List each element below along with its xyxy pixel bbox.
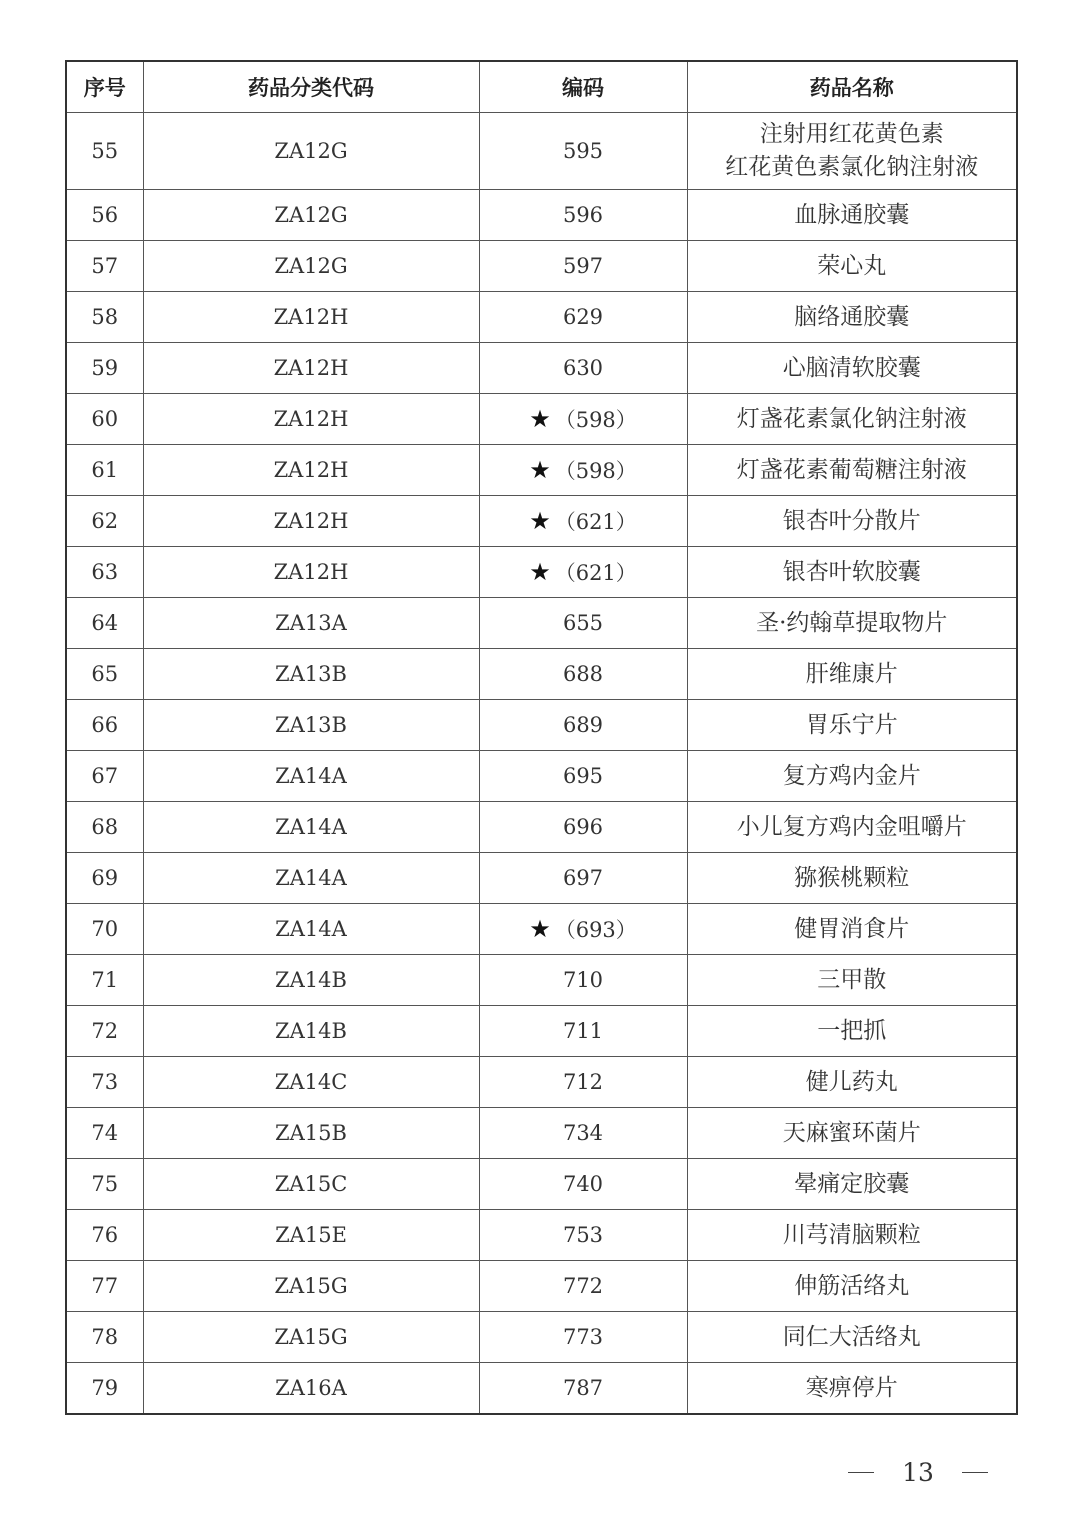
- table-row: [66, 343, 1017, 394]
- cell-drug-name: [687, 190, 1017, 241]
- cell-code: [479, 1057, 687, 1108]
- drug-name-line: 胃乐宁片: [805, 711, 898, 738]
- star-icon: ★: [529, 456, 551, 484]
- cell-category-code: ZA13A: [143, 598, 479, 649]
- cell-code: [479, 904, 687, 955]
- cell-drug-name: [687, 802, 1017, 853]
- cell-index: 77: [66, 1261, 143, 1312]
- drug-name-line: 脑络通胶囊: [794, 303, 910, 330]
- code-value: （621）: [554, 561, 637, 585]
- cell-code: [479, 190, 687, 241]
- drug-name-line: 健儿药丸: [805, 1068, 898, 1095]
- drug-name-line: 猕猴桃颗粒: [794, 864, 910, 891]
- cell-drug-name: [687, 1261, 1017, 1312]
- footer-right-dash: [962, 1472, 988, 1473]
- table-row: [66, 1363, 1017, 1415]
- drug-name-line: 灯盏花素葡萄糖注射液: [736, 456, 967, 483]
- cell-index: 55: [66, 113, 143, 190]
- cell-drug-name: [687, 496, 1017, 547]
- cell-index: 68: [66, 802, 143, 853]
- cell-code: [479, 1108, 687, 1159]
- table-header-row: [66, 61, 1017, 113]
- table-row: [66, 190, 1017, 241]
- cell-drug-name: [687, 113, 1017, 190]
- cell-code: [479, 1159, 687, 1210]
- cell-drug-name: [687, 1312, 1017, 1363]
- code-value: 596: [562, 203, 604, 227]
- header-drug-name: 药品名称: [687, 61, 1017, 113]
- drug-list-table: [65, 60, 1018, 1415]
- table-row: [66, 751, 1017, 802]
- code-value: 655: [562, 611, 604, 635]
- cell-category-code: ZA15G: [143, 1261, 479, 1312]
- drug-name-line: 灯盏花素氯化钠注射液: [736, 405, 967, 432]
- cell-drug-name: [687, 241, 1017, 292]
- cell-category-code: ZA15E: [143, 1210, 479, 1261]
- cell-code: [479, 598, 687, 649]
- drug-name-line: 心脑清软胶囊: [782, 354, 921, 381]
- code-value: 595: [562, 139, 604, 163]
- cell-drug-name: [687, 700, 1017, 751]
- cell-category-code: ZA15G: [143, 1312, 479, 1363]
- cell-category-code: ZA12G: [143, 113, 479, 190]
- star-icon: ★: [529, 507, 551, 535]
- table-row: [66, 955, 1017, 1006]
- cell-index: 56: [66, 190, 143, 241]
- table-row: [66, 496, 1017, 547]
- cell-drug-name: [687, 394, 1017, 445]
- table-row: [66, 853, 1017, 904]
- cell-code: [479, 955, 687, 1006]
- cell-category-code: ZA12H: [143, 445, 479, 496]
- cell-drug-name: [687, 1006, 1017, 1057]
- code-value: 597: [562, 254, 604, 278]
- cell-category-code: ZA15B: [143, 1108, 479, 1159]
- cell-category-code: ZA12H: [143, 394, 479, 445]
- cell-category-code: ZA14A: [143, 751, 479, 802]
- table-row: [66, 700, 1017, 751]
- code-value: 772: [562, 1274, 604, 1298]
- cell-code: [479, 751, 687, 802]
- cell-code: [479, 292, 687, 343]
- cell-index: 74: [66, 1108, 143, 1159]
- drug-name-line: 寒痹停片: [805, 1374, 898, 1401]
- code-value: 773: [562, 1325, 604, 1349]
- cell-drug-name: [687, 751, 1017, 802]
- table-row: [66, 1108, 1017, 1159]
- drug-name-line: 荣心丸: [817, 252, 887, 279]
- cell-index: 79: [66, 1363, 143, 1415]
- cell-index: 78: [66, 1312, 143, 1363]
- table-row: [66, 445, 1017, 496]
- cell-category-code: ZA14C: [143, 1057, 479, 1108]
- code-value: 712: [562, 1070, 604, 1094]
- cell-index: 62: [66, 496, 143, 547]
- code-value: 710: [562, 968, 604, 992]
- cell-drug-name: [687, 343, 1017, 394]
- header-category-code: 药品分类代码: [143, 61, 479, 113]
- cell-index: 60: [66, 394, 143, 445]
- cell-code: [479, 802, 687, 853]
- drug-name-line: 红花黄色素氯化钠注射液: [725, 154, 979, 180]
- cell-category-code: ZA12G: [143, 241, 479, 292]
- star-icon: ★: [529, 915, 551, 943]
- drug-name-line: 血脉通胶囊: [794, 201, 910, 228]
- code-value: 740: [562, 1172, 604, 1196]
- cell-category-code: ZA16A: [143, 1363, 479, 1415]
- table-row: [66, 241, 1017, 292]
- header-index: 序号: [66, 61, 143, 113]
- drug-name-line: 银杏叶软胶囊: [782, 558, 921, 585]
- cell-code: [479, 1006, 687, 1057]
- cell-index: 63: [66, 547, 143, 598]
- cell-index: 58: [66, 292, 143, 343]
- code-value: 711: [562, 1019, 604, 1043]
- cell-category-code: ZA15C: [143, 1159, 479, 1210]
- cell-drug-name: [687, 1363, 1017, 1415]
- drug-name-line: 天麻蜜环菌片: [782, 1119, 921, 1146]
- table-row: [66, 649, 1017, 700]
- cell-drug-name: [687, 1210, 1017, 1261]
- code-value: 688: [562, 662, 604, 686]
- cell-code: [479, 1210, 687, 1261]
- code-value: （693）: [554, 918, 637, 942]
- page-footer: [848, 1456, 988, 1488]
- code-value: （598）: [554, 408, 637, 432]
- table-body: [66, 113, 1017, 1415]
- cell-category-code: ZA14A: [143, 802, 479, 853]
- drug-name-line: 肝维康片: [805, 660, 898, 687]
- cell-index: 57: [66, 241, 143, 292]
- cell-index: 67: [66, 751, 143, 802]
- drug-name-line: 晕痛定胶囊: [794, 1170, 910, 1197]
- cell-drug-name: [687, 598, 1017, 649]
- cell-index: 66: [66, 700, 143, 751]
- cell-category-code: ZA12H: [143, 547, 479, 598]
- table-row: [66, 1006, 1017, 1057]
- cell-code: [479, 1363, 687, 1415]
- cell-drug-name: [687, 955, 1017, 1006]
- cell-index: 73: [66, 1057, 143, 1108]
- table-row: [66, 1210, 1017, 1261]
- table-row: [66, 802, 1017, 853]
- cell-code: [479, 445, 687, 496]
- cell-drug-name: [687, 292, 1017, 343]
- code-value: 753: [562, 1223, 604, 1247]
- cell-drug-name: [687, 649, 1017, 700]
- table-row: [66, 904, 1017, 955]
- cell-index: 64: [66, 598, 143, 649]
- table-row: [66, 1312, 1017, 1363]
- cell-index: 61: [66, 445, 143, 496]
- cell-drug-name: [687, 853, 1017, 904]
- cell-category-code: ZA14A: [143, 904, 479, 955]
- code-value: 629: [562, 305, 604, 329]
- header-code: 编码: [479, 61, 687, 113]
- cell-drug-name: [687, 1159, 1017, 1210]
- table-row: [66, 292, 1017, 343]
- cell-code: [479, 1312, 687, 1363]
- drug-name-line: 健胃消食片: [794, 915, 910, 942]
- code-value: 696: [562, 815, 604, 839]
- table-row: [66, 113, 1017, 190]
- cell-drug-name: [687, 547, 1017, 598]
- cell-code: [479, 241, 687, 292]
- cell-code: [479, 113, 687, 190]
- code-value: 695: [562, 764, 604, 788]
- page-number: 13: [902, 1457, 934, 1487]
- cell-category-code: ZA13B: [143, 700, 479, 751]
- table-row: [66, 547, 1017, 598]
- cell-category-code: ZA12H: [143, 343, 479, 394]
- cell-category-code: ZA14B: [143, 1006, 479, 1057]
- code-value: （621）: [554, 510, 637, 534]
- code-value: 734: [562, 1121, 604, 1145]
- drug-name-line: 伸筋活络丸: [794, 1272, 910, 1299]
- cell-index: 69: [66, 853, 143, 904]
- cell-index: 72: [66, 1006, 143, 1057]
- cell-drug-name: [687, 904, 1017, 955]
- drug-name-line: 圣·约翰草提取物片: [756, 609, 948, 636]
- cell-index: 70: [66, 904, 143, 955]
- cell-drug-name: [687, 1108, 1017, 1159]
- star-icon: ★: [529, 405, 551, 433]
- cell-category-code: ZA12H: [143, 292, 479, 343]
- drug-name-line: 银杏叶分散片: [782, 507, 921, 534]
- table-row: [66, 1057, 1017, 1108]
- drug-name-line: 一把抓: [817, 1017, 887, 1044]
- table-row: [66, 598, 1017, 649]
- cell-drug-name: [687, 445, 1017, 496]
- star-icon: ★: [529, 558, 551, 586]
- cell-drug-name: [687, 1057, 1017, 1108]
- code-value: （598）: [554, 459, 637, 483]
- table-row: [66, 394, 1017, 445]
- cell-index: 59: [66, 343, 143, 394]
- code-value: 630: [562, 356, 604, 380]
- cell-index: 71: [66, 955, 143, 1006]
- cell-category-code: ZA14A: [143, 853, 479, 904]
- code-value: 787: [562, 1376, 604, 1400]
- cell-code: [479, 547, 687, 598]
- cell-category-code: ZA14B: [143, 955, 479, 1006]
- cell-category-code: ZA12H: [143, 496, 479, 547]
- drug-name-line: 川芎清脑颗粒: [782, 1221, 921, 1248]
- cell-code: [479, 1261, 687, 1312]
- cell-code: [479, 496, 687, 547]
- cell-category-code: ZA12G: [143, 190, 479, 241]
- footer-left-dash: [848, 1472, 874, 1473]
- cell-code: [479, 394, 687, 445]
- cell-code: [479, 853, 687, 904]
- cell-code: [479, 343, 687, 394]
- drug-name-line: 三甲散: [817, 966, 887, 993]
- drug-name-line: 同仁大活络丸: [782, 1323, 921, 1350]
- drug-name-line: 注射用红花黄色素: [759, 121, 944, 147]
- code-value: 689: [562, 713, 604, 737]
- drug-name-line: 小儿复方鸡内金咀嚼片: [736, 813, 967, 840]
- table-row: [66, 1159, 1017, 1210]
- cell-index: 65: [66, 649, 143, 700]
- cell-index: 76: [66, 1210, 143, 1261]
- cell-code: [479, 700, 687, 751]
- cell-index: 75: [66, 1159, 143, 1210]
- cell-code: [479, 649, 687, 700]
- table-row: [66, 1261, 1017, 1312]
- cell-category-code: ZA13B: [143, 649, 479, 700]
- code-value: 697: [562, 866, 604, 890]
- drug-name-line: 复方鸡内金片: [782, 762, 921, 789]
